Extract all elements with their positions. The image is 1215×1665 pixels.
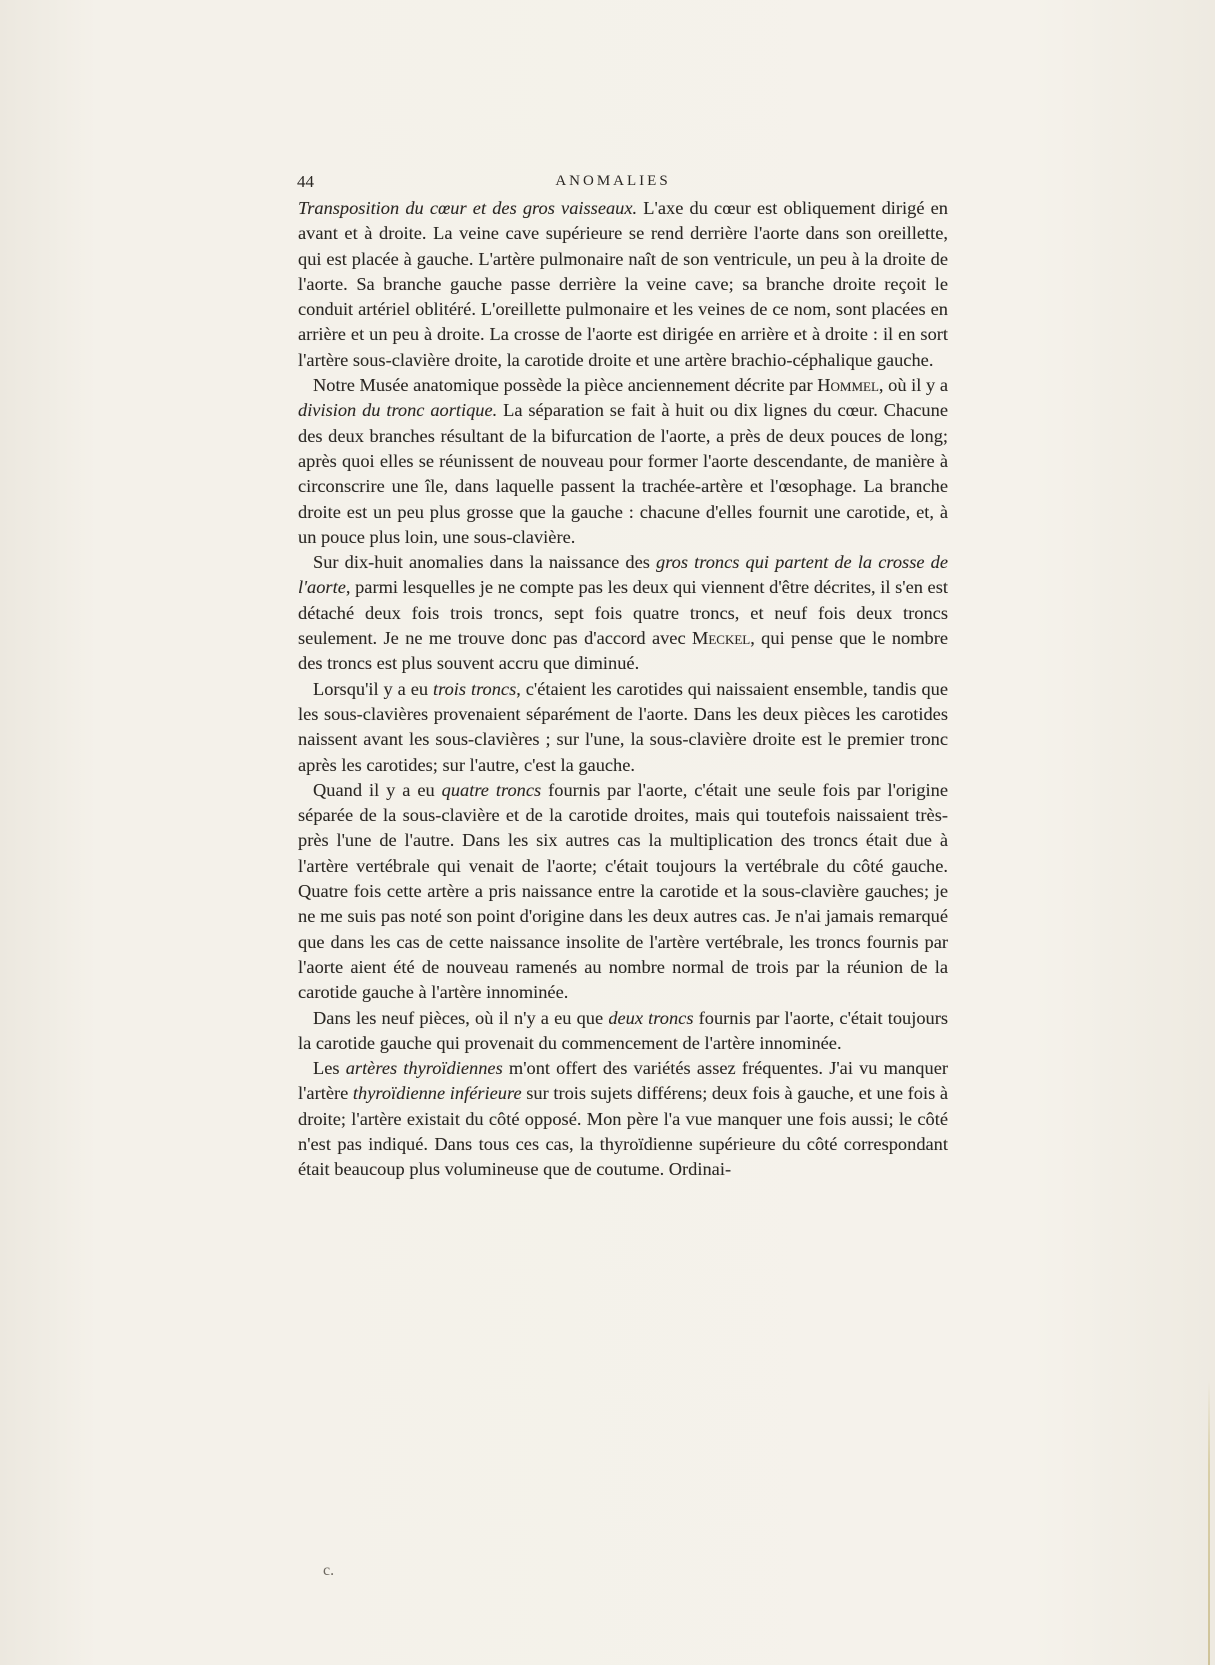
text-run: fournis par l'aorte, c'était une seule fois par l'origine séparée de la sous-clavière et de la carotide droites, mais qui toutefois naissaient très-près l'une de l'autre. Dans les six autres cas la multiplication des troncs était due à l'artère vertébrale qui venait de l'aorte; c'était toujours la vertébrale du côté gauche. Quatre fois cette artère a pris naissance entre la carotide et la sous-clavière gauches; je ne me suis pas noté son point d'origine dans les deux autres cas. Je n'ai jamais remarqué que dans les cas de cette naissance insolite de l'artère vertébrale, les troncs fournis par l'aorte aient été de nouveau ramenés au nombre normal de trois par la réunion de la carotide gauche à l'artère innominée.	[298, 779, 948, 1003]
page-edge-stain	[1208, 1380, 1210, 1665]
paragraph	[298, 677, 948, 778]
text-run: fournis par l'aorte, c'était toujours la carotide gauche qui provenait du commencement de l'artère innominée.	[298, 1007, 948, 1053]
signature-mark: c.	[323, 1562, 335, 1579]
italic-term: Transposition du cœur et des gros vaisseaux.	[298, 198, 638, 218]
author-name: Hommel	[817, 375, 879, 396]
text-run: sur trois sujets différens; deux fois à gauche, et une fois à droite; l'artère existait du côté opposé. Mon père l'a vue manquer une fois aussi; le côté n'est pas indiqué. Dans tous ces cas, la thyroïdienne supérieure du côté correspondant était beaucoup plus volumineuse que de coutume. Ordinai-	[298, 1083, 949, 1180]
text-run: Dans les neuf pièces, où il n'y a eu que	[313, 1007, 609, 1028]
italic-term: thyroïdienne inférieure	[352, 1083, 522, 1104]
italic-term: gros troncs qui partent de la crosse de l'aorte	[298, 552, 948, 598]
italic-term: division du tronc aortique.	[298, 400, 498, 421]
paragraph	[298, 778, 948, 1006]
text-run: , c'étaient les carotides qui naissaient ensemble, tandis que les sous-clavières provenaient séparément de l'aorte. Dans les deux pièces les carotides naissent avant les sous-clavières ; sur l'une, la sous-clavière droite est le premier tronc après les carotides; sur l'autre, c'est la gauche.	[298, 678, 949, 775]
italic-term: artères thyroïdiennes	[345, 1058, 503, 1079]
italic-term: quatre troncs	[441, 779, 542, 800]
page-number: 44	[297, 172, 314, 191]
italic-term: trois troncs	[433, 678, 517, 699]
page-header	[297, 172, 929, 194]
text-run: , qui pense que le nombre des troncs est plus souvent accru que diminué.	[298, 628, 948, 674]
text-run: Sur dix-huit anomalies dans la naissance des	[313, 552, 657, 573]
body-text	[298, 196, 948, 1183]
text-run: La séparation se fait à huit ou dix lignes du cœur. Chacune des deux branches résultant de la bifurcation de l'aorte, a près de deux pouces de long; après quoi elles se réunissent de nouveau pour former l'aorte descendante, de manière à circonscrire une île, dans laquelle passent la trachée-artère et l'œsophage. La branche droite est un peu plus grosse que la gauche : chacune d'elles fournit une carotide, et, à un pouce plus loin, une sous-clavière.	[298, 400, 948, 547]
text-run: m'ont offert des variétés assez fréquentes. J'ai vu manquer l'artère	[298, 1058, 948, 1104]
paragraph	[298, 1006, 948, 1057]
author-name: Meckel	[691, 628, 751, 649]
text-run: , où il y a	[878, 375, 948, 396]
running-head: ANOMALIES	[555, 173, 671, 189]
paragraph	[298, 373, 948, 550]
text-run: Lorsqu'il y a eu	[313, 678, 433, 699]
text-run: L'axe du cœur est obliquement dirigé en avant et à droite. La veine cave supérieure se rend derrière l'aorte dans son oreillette, qui est placée à gauche. L'artère pulmonaire naît de son ventricule, un peu à la droite de l'aorte. Sa branche gauche passe derrière la veine cave; sa branche droite reçoit le conduit artériel oblitéré. L'oreillette pulmonaire et les veines de ce nom, sont placées en arrière et un peu à droite. La crosse de l'aorte est dirigée en arrière et à droite : il en sort l'artère sous-clavière droite, la carotide droite et une artère brachio-céphalique gauche.	[298, 198, 948, 370]
paragraph	[298, 1056, 948, 1182]
text-run: Les	[313, 1058, 346, 1079]
paragraph	[298, 196, 948, 373]
paragraph	[298, 550, 948, 676]
text-run: Notre Musée anatomique possède la pièce anciennement décrite par	[313, 375, 818, 396]
text-run: , parmi lesquelles je ne compte pas les deux qui viennent d'être décrites, il s'en est détaché deux fois trois troncs, sept fois quatre troncs, et neuf fois deux troncs seulement. Je ne me trouve donc pas d'accord avec	[298, 577, 948, 649]
italic-term: deux troncs	[608, 1007, 694, 1028]
text-run: Quand il y a eu	[313, 779, 442, 800]
